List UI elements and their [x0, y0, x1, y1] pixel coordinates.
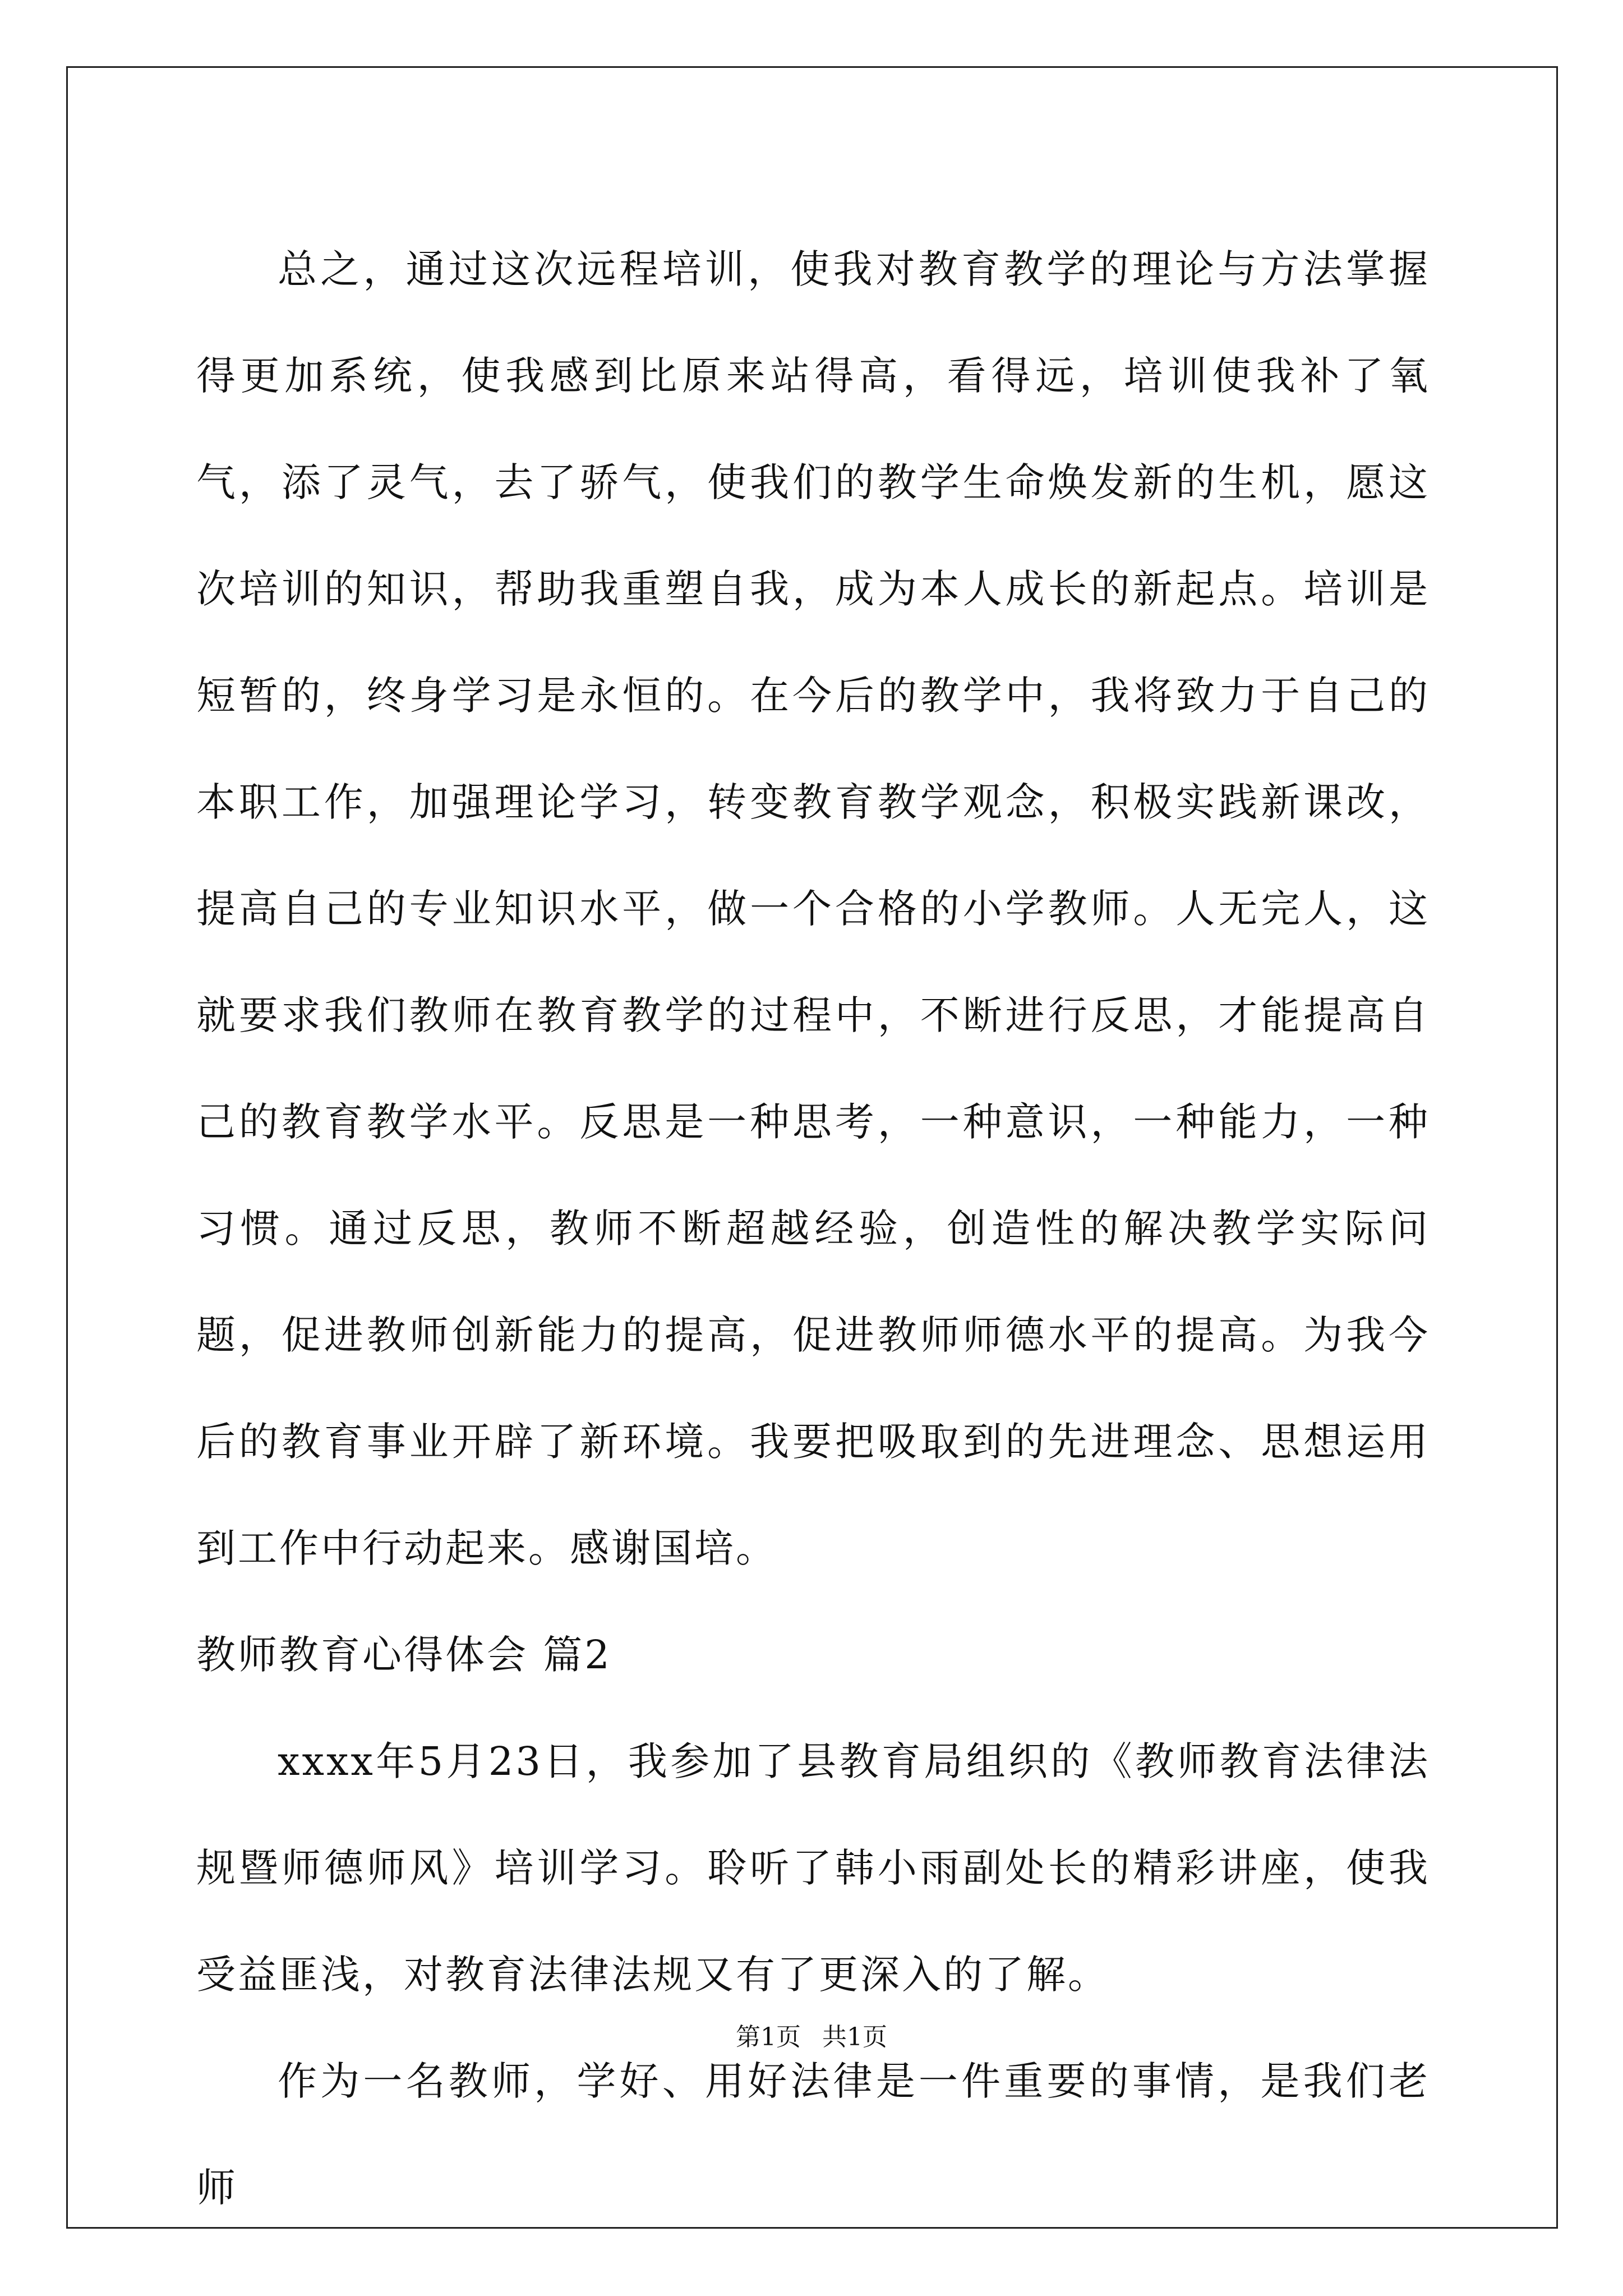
page-total: 共1页	[822, 2023, 887, 2051]
paragraph: 总之，通过这次远程培训，使我对教育教学的理论与方法掌握得更加系统，使我感到比原来站得高，看得远，培训使我补了氧气，添了灵气，去了骄气，使我们的教学生命焕发新的生机，愿这次培训的知识，帮助我重塑自我，成为本人成长的新起点。培训是短暂的，终身学习是永恒的。在今后的教学中，我将致力于自己的本职工作，加强理论学习，转变教育教学观念，积极实践新课改，提高自己的专业知识水平，做一个合格的小学教师。人无完人，这就要求我们教师在教育教学的过程中，不断进行反思，才能提高自己的教育教学水平。反思是一种思考，一种意识，一种能力，一种习惯。通过反思，教师不断超越经验，创造性的解决教学实际问题，促进教师创新能力的提高，促进教师师德水平的提高。为我今后的教育事业开辟了新环境。我要把吸取到的先进理念、思想运用到工作中行动起来。感谢国培。	[196, 246, 1430, 1571]
document-body	[196, 216, 1430, 2241]
paragraph: 作为一名教师，学好、用好法律是一件重要的事情，是我们老师	[196, 2058, 1430, 2211]
section-heading: 教师教育心得体会 篇2	[196, 1632, 612, 1678]
page-number: 第1页	[736, 2023, 801, 2051]
paragraph: xxxx年5月23日，我参加了县教育局组织的《教师教育法律法规暨师德师风》培训学习。聆听了韩小雨副处长的精彩讲座，使我受益匪浅，对教育法律法规又有了更深入的了解。	[196, 1738, 1430, 1998]
page-footer	[0, 2017, 1623, 2053]
